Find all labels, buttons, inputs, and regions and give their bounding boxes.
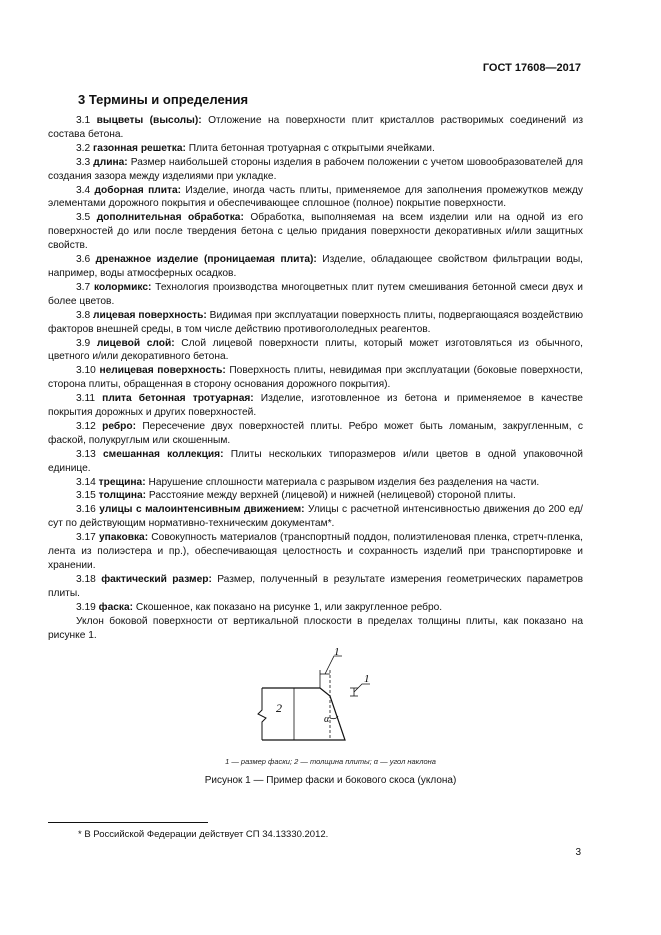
label-angle: α (324, 714, 330, 725)
term-3-14: 3.14 трещина: Нарушение сплошности материала с разрывом изделия без разделения на части. (76, 476, 540, 488)
footnote-divider (48, 822, 208, 823)
term-3-3: 3.3 длина: Размер наибольшей стороны изделия в рабочем положении с учетом шовообразователей для создания зазора между изделиями при укладке. (48, 156, 583, 182)
slope-paragraph: Уклон боковой поверхности от вертикальной плоскости в пределах толщины плиты, как показано на рисунке 1. (48, 615, 583, 641)
term-3-17: 3.17 упаковка: Совокупность материалов (транспортный поддон, полиэтиленовая пленка, стретч-пленка, лента из полиэстера и пр.), обеспечивающая целостность и сохранность изделий при транспортировке и хранении. (48, 532, 583, 571)
term-3-7: 3.7 колормикс: Технология производства многоцветных плит путем смешивания бетонной смеси двух и более цветов. (48, 281, 583, 307)
label-thickness: 2 (276, 701, 282, 715)
figure-legend: 1 — размер фаски; 2 — толщина плиты; α — угол наклона (225, 757, 436, 766)
slab-outline (258, 688, 345, 740)
section-title: 3 Термины и определения (78, 92, 249, 107)
dimension-lines (290, 656, 370, 740)
footnote: * В Российской Федерации действует СП 34.13330.2012. (78, 829, 329, 840)
term-3-16: 3.16 улицы с малоинтенсивным движением: Улицы с расчетной интенсивностью движения до 200 ед/сут по действующим нормативно-техническим документам*. (48, 504, 583, 530)
term-3-19: 3.19 фаска: Скошенное, как показано на рисунке 1, или закругленное ребро. (76, 601, 443, 613)
term-3-12: 3.12 ребро: Пересечение двух поверхностей плиты. Ребро может быть ломаным, закругленным, с фаской, полукруглым или скошенным. (48, 420, 583, 446)
document-header: ГОСТ 17608—2017 (482, 62, 581, 74)
term-3-9: 3.9 лицевой слой: Слой лицевой поверхности плиты, который может изготовляться из обычного, цветного и/или декоративного бетона. (48, 337, 583, 363)
term-3-8: 3.8 лицевая поверхность: Видимая при эксплуатации поверхность плиты, подвергающаяся воздействию факторов внешней среды, в том числе действию противогололедных реагентов. (48, 309, 583, 335)
term-3-18: 3.18 фактический размер: Размер, полученный в результате измерения геометрических параметров плиты. (48, 573, 583, 599)
term-3-5: 3.5 дополнительная обработка: Обработка, выполняемая на всем изделии или на одной из его поверхностей до или после твердения бетона с целью придания поверхности декоративных и/или защитных свойств. (48, 212, 583, 252)
figure-chamfer-diagram (250, 648, 400, 748)
term-3-11: 3.11 плита бетонная тротуарная: Изделие, изготовленное из бетона и применяемое в качестве покрытия дорожных и других поверхностей. (48, 393, 583, 419)
term-3-6: 3.6 дренажное изделие (проницаемая плита): Изделие, обладающее свойством фильтрации воды, например, воды атмосферных осадков. (48, 254, 583, 279)
page-number: 3 (575, 847, 581, 858)
term-3-13: 3.13 смешанная коллекция: Плиты нескольких типоразмеров и/или цветов в одной упаковочной единице. (48, 448, 583, 474)
term-3-15: 3.15 толщина: Расстояние между верхней (лицевой) и нижней (нелицевой) стороной плиты. (76, 490, 516, 502)
label-chamfer-size: 1 (334, 648, 340, 658)
term-3-10: 3.10 нелицевая поверхность: Поверхность плиты, невидимая при эксплуатации (боковые поверхности, сторона плиты, обращенная в сторону основания дорожного покрытия). (48, 365, 583, 391)
term-3-2: 3.2 газонная решетка: Плита бетонная тротуарная с открытыми ячейками. (76, 142, 435, 154)
term-3-4: 3.4 доборная плита: Изделие, иногда часть плиты, применяемое для заполнения промежутков между элементами дорожного покрытия и обеспечивающее сплошное (полное) покрытие поверхности. (48, 184, 583, 210)
label-chamfer-height: 1 (364, 673, 370, 685)
figure-caption: Рисунок 1 — Пример фаски и бокового скоса (уклона) (204, 775, 457, 786)
terms-list (48, 114, 583, 642)
term-3-1: 3.1 выцветы (высолы): Отложение на поверхности плит кристаллов растворимых соединений из состава бетона. (48, 115, 584, 140)
